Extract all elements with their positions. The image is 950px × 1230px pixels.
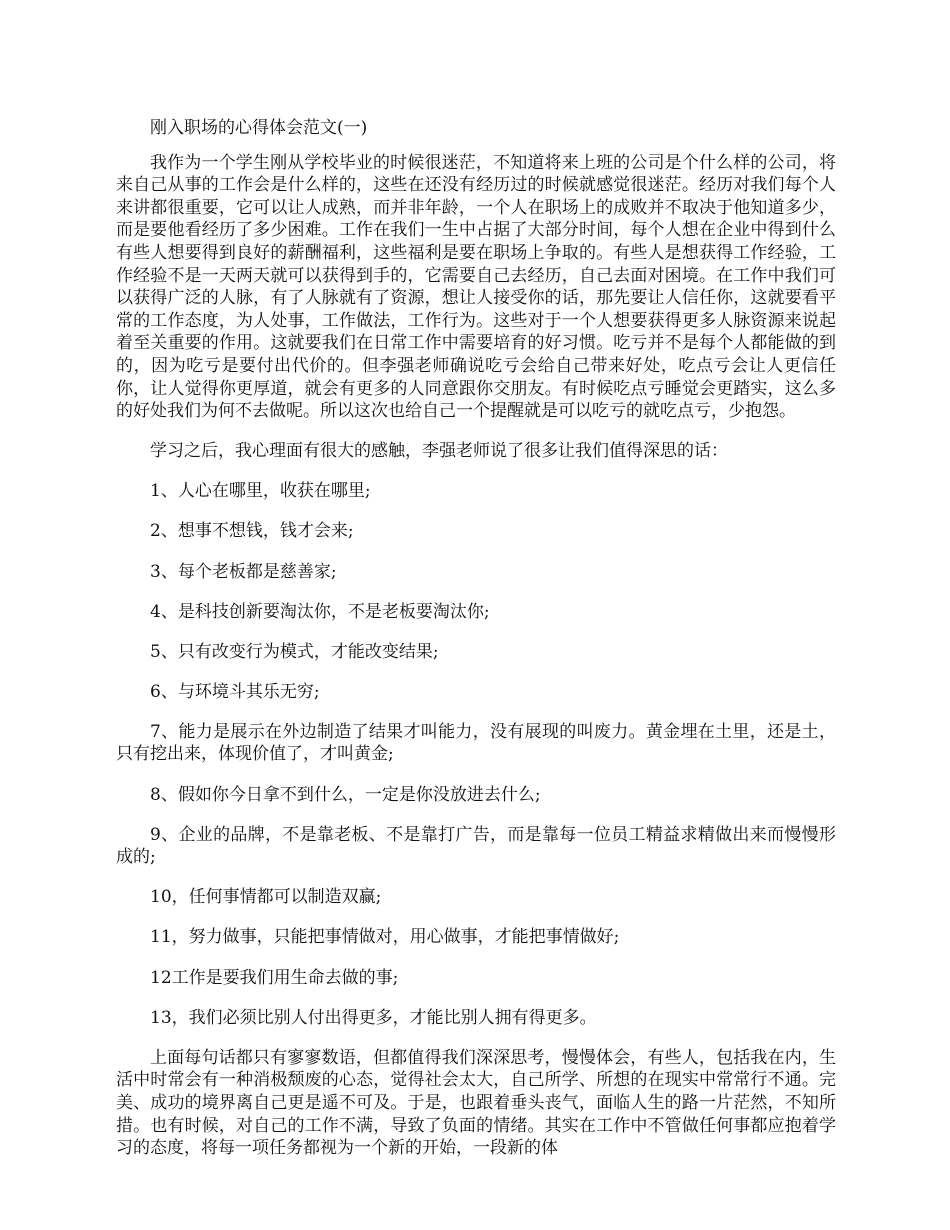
list-item: 9、企业的品牌，不是靠老板、不是靠打广告，而是靠每一位员工精益求精做出来而慢慢形成的;	[116, 824, 836, 868]
transition-paragraph: 学习之后，我心理面有很大的感触，李强老师说了很多让我们值得深思的话：	[150, 441, 728, 462]
document-title: 刚入职场的心得体会范文(一)	[150, 118, 368, 138]
list-item: 11，努力做事，只能把事情做对，用心做事，才能把事情做好;	[150, 927, 620, 948]
list-item: 7、能力是展示在外边制造了结果才叫能力，没有展现的叫废力。黄金埋在土里，还是土，只有挖出来，体现价值了，才叫黄金;	[116, 721, 836, 765]
closing-paragraph: 上面每句话都只有寥寥数语，但都值得我们深深思考，慢慢体会，有些人，包括我在内，生活中时常会有一种消极颓废的心态，觉得社会太大，自己所学、所想的在现实中常常行不通。完美、成功的境界离自己更是遥不可及。于是，也跟着垂头丧气，面临人生的路一片茫然，不知所措。也有时候，对自己的工作不满，导致了负面的情绪。其实在工作中不管做任何事都应抱着学习的态度，将每一项任务都视为一个新的开始，一段新的体	[116, 1047, 836, 1159]
list-item: 1、人心在哪里，收获在哪里;	[150, 481, 371, 502]
list-item: 10，任何事情都可以制造双赢;	[150, 887, 382, 908]
list-item: 4、是科技创新要淘汰你，不是老板要淘汰你;	[150, 601, 490, 622]
list-item: 3、每个老板都是慈善家;	[150, 561, 337, 582]
intro-paragraph: 我作为一个学生刚从学校毕业的时候很迷茫，不知道将来上班的公司是个什么样的公司，将来自己从事的工作会是什么样的，这些在还没有经历过的时候就感觉很迷茫。经历对我们每个人来讲都很重要，它可以让人成熟，而并非年龄，一个人在职场上的成败并不取决于他知道多少，而是要他看经历了多少困难。工作在我们一生中占据了大部分时间，每个人想在企业中得到什么有些人想要得到良好的薪酬福利，这些福利是要在职场上争取的。有些人是想获得工作经验，工作经验不是一天两天就可以获得到手的，它需要自己去经历，自己去面对困境。在工作中我们可以获得广泛的人脉，有了人脉就有了资源，想让人接受你的话，那先要让人信任你，这就要看平常的工作态度，为人处事，工作做法，工作行为。这些对于一个人想要获得更多人脉资源来说起着至关重要的作用。这就要我们在日常工作中需要培育的好习惯。吃亏并不是每个人都能做的到的，因为吃亏是要付出代价的。但李强老师确说吃亏会给自己带来好处，吃点亏会让人更信任你，让人觉得你更厚道，就会有更多的人同意跟你交朋友。有时候吃点亏睡觉会更踏实，这么多的好处我们为何不去做呢。所以这次也给自己一个提醒就是可以吃亏的就吃点亏，少抱怨。	[116, 152, 836, 422]
list-item: 13，我们必须比别人付出得更多，才能比别人拥有得更多。	[150, 1007, 597, 1028]
list-item: 2、想事不想钱，钱才会来;	[150, 521, 354, 542]
list-item: 6、与环境斗其乐无穷;	[150, 681, 320, 702]
list-item: 5、只有改变行为模式，才能改变结果;	[150, 641, 439, 662]
list-item: 8、假如你今日拿不到什么，一定是你没放进去什么;	[150, 784, 541, 805]
list-item: 12工作是要我们用生命去做的事;	[150, 967, 399, 988]
